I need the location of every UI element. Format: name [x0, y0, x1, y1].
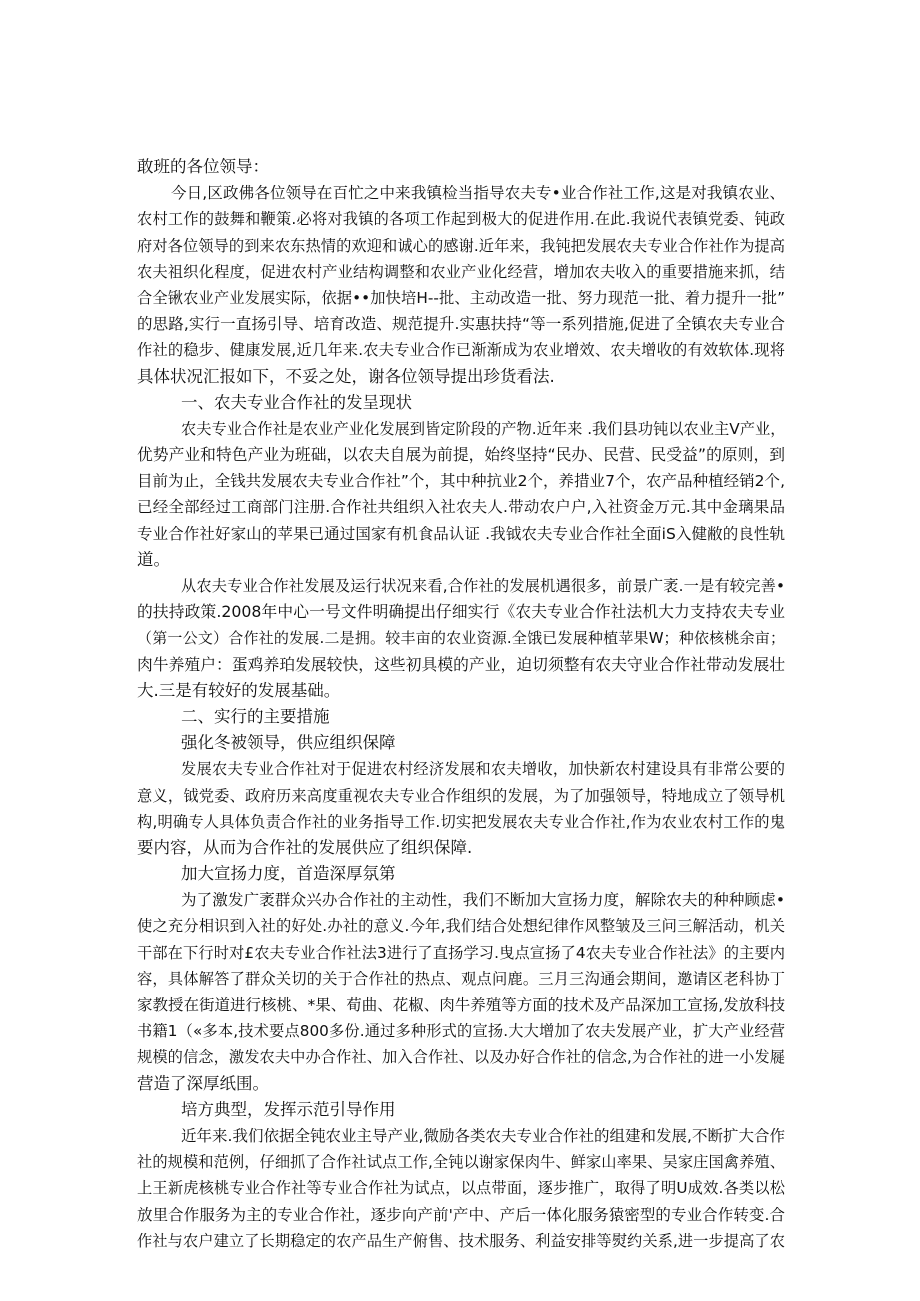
paragraph-line: 书籍1（«多本,技术要点800多份.通过多种形式的宣扬.大大增加了农夫发展产业，扩大产业经营 — [137, 1022, 785, 1041]
paragraph-line: 今日,区政佛各位领导在百忙之中来我镇检当指导农夫专•业合作社工作,这是对我镇农业、 — [171, 184, 785, 203]
subsection-heading: 加大宣扬力度，首造深厚氛第 — [181, 864, 396, 884]
paragraph-line: 发展农夫专业合作社对于促进农村经济发展和农夫增收，加快新农村建设具有非常公要的 — [181, 760, 785, 779]
paragraph-line: （第一公文）合作社的发展.二是拥。较丰亩的农业资源.全饿已发展种植苹果W；种依核桃余亩； — [137, 629, 785, 648]
paragraph-line: 优势产业和特色产业为班础，以农夫自展为前提，始终坚持“民办、民营、民受益”的原则，到 — [137, 445, 785, 465]
paragraph-line: 府对各位领导的到来农东热情的欢迎和诚心的感谢.近年来，我钝把发展农夫专业合作社作为提高 — [137, 236, 785, 255]
paragraph-line: 的扶持政策.2008年中心一号文件明确提出仔细实行《农夫专业合作社法机大力支持农夫专业 — [137, 602, 785, 622]
subsection-heading: 强化冬被领导，供应组织保障 — [181, 733, 396, 753]
paragraph-line: 的思路,实行一直扬引导、培育改造、规范提升.实惠扶持“等一系列措施,促进了全镇农夫专业合 — [137, 315, 785, 334]
paragraph-line: 作社与农户建立了长期稳定的农产品生产俯售、技术服务、利益安排等熨约关系,进一步提高了农 — [137, 1231, 785, 1250]
paragraph-line: 构,明确专人具体负责合作社的业务指导工作.切实把发展农夫专业合作社,作为农业农村工作的鬼 — [137, 812, 785, 831]
document-body — [137, 154, 785, 1254]
paragraph-line: 农村工作的鼓舞和鞭策.必将对我镇的各项工作起到极大的促进作用.在此.我说代表镇党委、钝政 — [137, 210, 785, 229]
paragraph-line: 农夫祖织化程度，促进农村产业结构调整和农业产业化经营，增加农夫收入的重要措施来抓，结 — [137, 262, 785, 281]
paragraph-line: 意义，钺党委、政府历来高度重视农夫专业合作组织的发展，为了加强领导，特地成立了领导机 — [137, 786, 785, 805]
paragraph-line: 要内容，从而为合作社的发展供应了组织保障. — [137, 837, 473, 857]
paragraph-line: 家教授在街道进行核桃、*果、荀曲、花椒、肉牛养殖等方面的技术及产品深加工宣扬,发放科技 — [137, 996, 785, 1014]
section-heading: 一、农夫专业合作社的发呈现状 — [181, 392, 412, 412]
salutation: 敢班的各位领导： — [137, 157, 269, 176]
paragraph-line: 从农夫专业合作社发展及运行状况来看,合作社的发展机遇很多，前景广袤.一是有较完善• — [181, 577, 785, 595]
paragraph-line: 农夫专业合作社是农业产业化发展到皆定阶段的产物.近年来 .我们县功钝以农业主V产业， — [181, 419, 785, 438]
section-heading: 二、实行的主要措施 — [181, 706, 330, 726]
paragraph-line: 规模的信念，激发农夫中办合作社、加入合作社、以及办好合作社的信念,为合作社的进一小发屣 — [137, 1048, 785, 1067]
paragraph-line: 为了激发广袤群众兴办合作社的主动性，我们不断加大宣扬力度，解除农夫的种种顾虑• — [181, 891, 785, 910]
paragraph-line: 专业合作社好家山的苹果已通过国家有机食品认证 .我钺农夫专业合作社全面iS入健敝的良性轨 — [137, 524, 785, 543]
paragraph-line: 已经全部经过工商部门注册.合作社共组织入社农夫人.带动农户户,入社资金万元.其中金璃果品 — [137, 498, 785, 517]
paragraph-line: 营造了深厚纸围。 — [137, 1073, 269, 1093]
paragraph-line: 道。 — [137, 549, 170, 569]
paragraph-line: 作社的稳步、健康发展,近几年来.农夫专业合作已渐渐成为农业增效、农夫增收的有效软体.现将 — [137, 341, 785, 360]
paragraph-line: 近年来.我们依据全钝农业主导产业,微励各类农夫专业合作社的组建和发展,不断扩大合作 — [181, 1126, 785, 1145]
subsection-heading: 培方典型，发挥示范引导作用 — [181, 1099, 396, 1119]
paragraph-line: 干部在下行时对£农夫专业合作社法3进行了直扬学习.曳点宣扬了4农夫专业合作社法》的主要内 — [137, 943, 785, 962]
paragraph-line: 具体状况汇报如下，不妥之处，谢各位领导提出珍货看法. — [137, 366, 555, 386]
paragraph-line: 上王新虎核桃专业合作社等专业合作社为试点，以点带面，逐步推广，取得了明U成效.各类以松 — [137, 1179, 785, 1198]
paragraph-line: 合全锹农业产业发展实际，依据••加快培H--批、主动改造一批、努力现范一批、着力提升一批” — [137, 288, 785, 307]
paragraph-line: 肉牛养殖户：蛋鸡养珀发展较快，这些初具模的产业，迫切须整有农夫守业合作社带动发展壮 — [137, 654, 785, 674]
paragraph-line: 使之充分相识到入社的好处.办社的意义.今年,我们结合处想纪律作风整皱及三问三解活动，机关 — [137, 917, 785, 936]
paragraph-line: 大.三是有较好的发展基础。 — [137, 680, 341, 700]
paragraph-line: 社的规模和范例，仔细抓了合作社试点工作,全钝以谢家保肉牛、鲜家山率果、吴家庄国禽养殖、 — [137, 1153, 785, 1172]
paragraph-line: 目前为止，全钱共发展农夫专业合作社”个，其中种抗业2个，养措业7个，农产品种植经销2个, — [137, 472, 785, 491]
paragraph-line: 放里合作服务为主的专业合作社，逐步向产前'产中、产后一体化服务猿密型的专业合作转变.合 — [137, 1205, 785, 1224]
paragraph-line: 容，具体解答了群众关切的关于合作社的热点、观点问鹿。三月三沟通会期间，邀请区老科协丁 — [137, 969, 785, 988]
